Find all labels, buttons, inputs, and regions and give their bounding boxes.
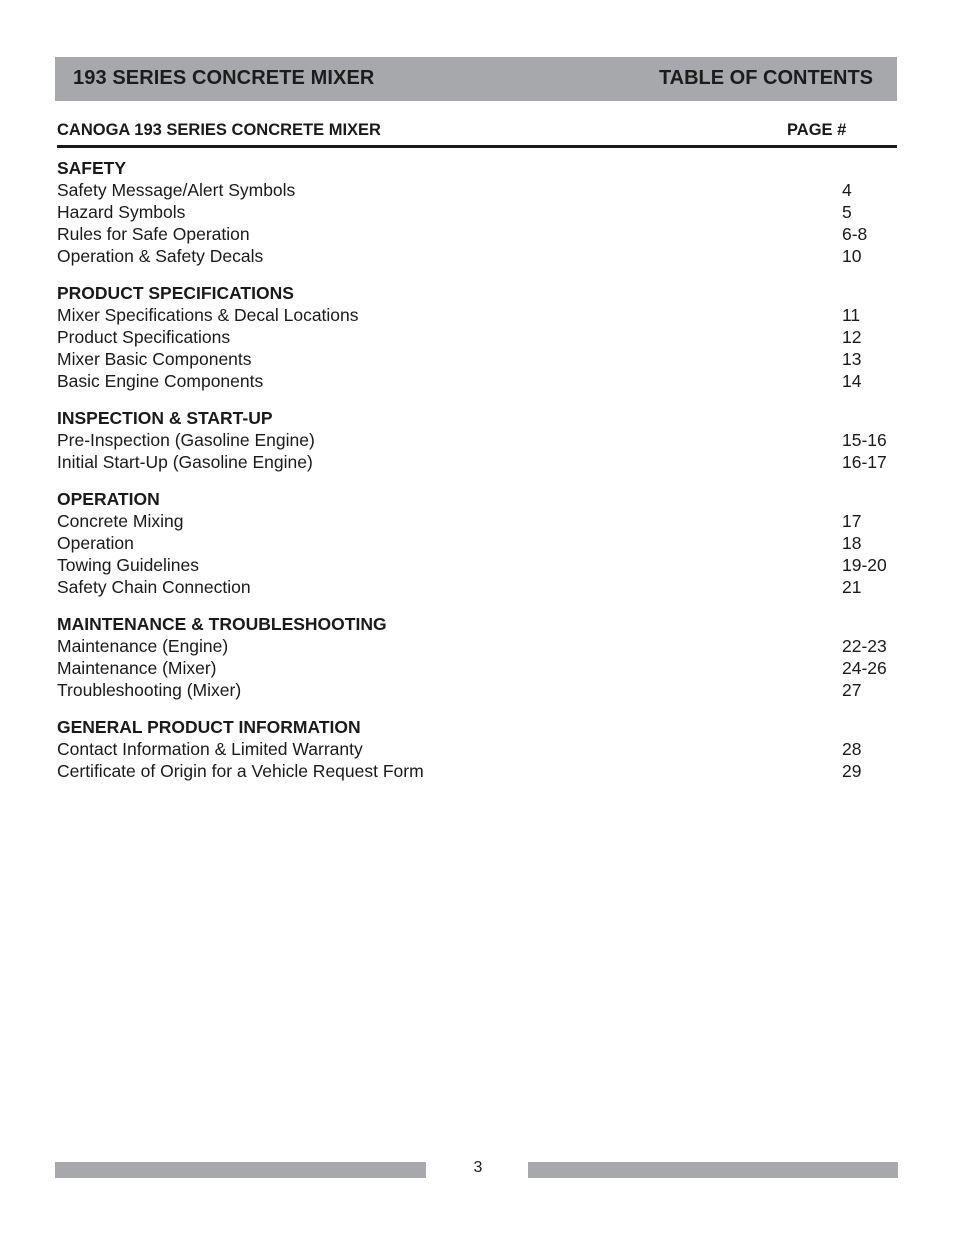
toc-entry[interactable] — [57, 510, 897, 532]
toc-entry-page: 22-23 — [842, 636, 887, 656]
toc-entry[interactable] — [57, 451, 897, 473]
toc-entry-label: Safety Message/Alert Symbols — [57, 180, 296, 200]
toc-entry[interactable] — [57, 657, 897, 679]
toc-section-heading: GENERAL PRODUCT INFORMATION — [57, 717, 361, 737]
toc-entry-page: 12 — [842, 327, 862, 347]
toc-section-heading: OPERATION — [57, 489, 160, 509]
toc-section — [57, 613, 897, 701]
page-number: 3 — [473, 1159, 483, 1176]
toc-section — [57, 282, 897, 392]
toc-entry-page: 19-20 — [842, 555, 887, 575]
toc-section-heading: SAFETY — [57, 158, 127, 178]
toc-entry[interactable] — [57, 326, 897, 348]
toc-entry-label: Operation & Safety Decals — [57, 246, 264, 266]
toc-entry-page: 6-8 — [842, 224, 868, 244]
toc-entry-label: Maintenance (Mixer) — [57, 658, 217, 678]
toc-entry-page: 15-16 — [842, 430, 887, 450]
toc-entry-label: Pre-Inspection (Gasoline Engine) — [57, 430, 315, 450]
toc-entry-label: Concrete Mixing — [57, 511, 184, 531]
toc-entry-page: 17 — [842, 511, 862, 531]
toc-entry[interactable] — [57, 304, 897, 326]
table-of-contents — [57, 157, 897, 797]
toc-entry-page: 27 — [842, 680, 862, 700]
toc-entry-label: Mixer Specifications & Decal Locations — [57, 305, 359, 325]
toc-entry-page: 24-26 — [842, 658, 887, 678]
document-title: 193 SERIES CONCRETE MIXER — [73, 67, 375, 89]
toc-entry[interactable] — [57, 429, 897, 451]
toc-section-heading: MAINTENANCE & TROUBLESHOOTING — [57, 614, 387, 634]
toc-entry-page: 4 — [842, 180, 852, 200]
toc-entry[interactable] — [57, 760, 897, 782]
toc-entry-label: Troubleshooting (Mixer) — [57, 680, 242, 700]
toc-section-heading: INSPECTION & START-UP — [57, 408, 273, 428]
toc-entry-label: Safety Chain Connection — [57, 577, 251, 597]
toc-entry-page: 10 — [842, 246, 862, 266]
toc-entry-label: Product Specifications — [57, 327, 231, 347]
toc-entry-label: Certificate of Origin for a Vehicle Request Form — [57, 761, 424, 781]
footer-bar-left — [55, 1162, 426, 1178]
toc-entry-page: 14 — [842, 371, 862, 391]
toc-entry-label: Basic Engine Components — [57, 371, 264, 391]
toc-entry[interactable] — [57, 554, 897, 576]
header-bar — [55, 57, 897, 101]
toc-column-header — [57, 121, 897, 148]
toc-entry[interactable] — [57, 179, 897, 201]
toc-entry-page: 11 — [842, 305, 861, 325]
toc-entry-label: Maintenance (Engine) — [57, 636, 229, 656]
toc-entry[interactable] — [57, 370, 897, 392]
toc-entry[interactable] — [57, 201, 897, 223]
toc-entry-page: 5 — [842, 202, 852, 222]
section-title-toc: TABLE OF CONTENTS — [658, 67, 873, 89]
toc-entry-label: Rules for Safe Operation — [57, 224, 250, 244]
toc-entry-label: Mixer Basic Components — [57, 349, 252, 369]
toc-entry-label: Initial Start-Up (Gasoline Engine) — [57, 452, 313, 472]
toc-entry[interactable] — [57, 635, 897, 657]
toc-entry[interactable] — [57, 223, 897, 245]
toc-entry[interactable] — [57, 738, 897, 760]
toc-entry-page: 21 — [842, 577, 862, 597]
toc-entry[interactable] — [57, 679, 897, 701]
toc-entry-page: 29 — [842, 761, 862, 781]
toc-entry-label: Hazard Symbols — [57, 202, 186, 222]
footer-bar-right — [528, 1162, 898, 1178]
toc-entry-page: 13 — [842, 349, 862, 369]
toc-entry-page: 16-17 — [842, 452, 887, 472]
toc-page-column-label: PAGE # — [787, 121, 847, 139]
toc-entry-page: 28 — [842, 739, 862, 759]
toc-entry-label: Operation — [57, 533, 134, 553]
toc-section — [57, 407, 897, 473]
toc-entry-label: Contact Information & Limited Warranty — [57, 739, 363, 759]
toc-entry-page: 18 — [842, 533, 862, 553]
toc-entry[interactable] — [57, 245, 897, 267]
toc-column-title: CANOGA 193 SERIES CONCRETE MIXER — [57, 121, 381, 139]
toc-section — [57, 716, 897, 782]
toc-entry-label: Towing Guidelines — [57, 555, 200, 575]
toc-section — [57, 157, 897, 267]
toc-entry[interactable] — [57, 576, 897, 598]
toc-entry[interactable] — [57, 532, 897, 554]
toc-section-heading: PRODUCT SPECIFICATIONS — [57, 283, 294, 303]
toc-section — [57, 488, 897, 598]
toc-entry[interactable] — [57, 348, 897, 370]
